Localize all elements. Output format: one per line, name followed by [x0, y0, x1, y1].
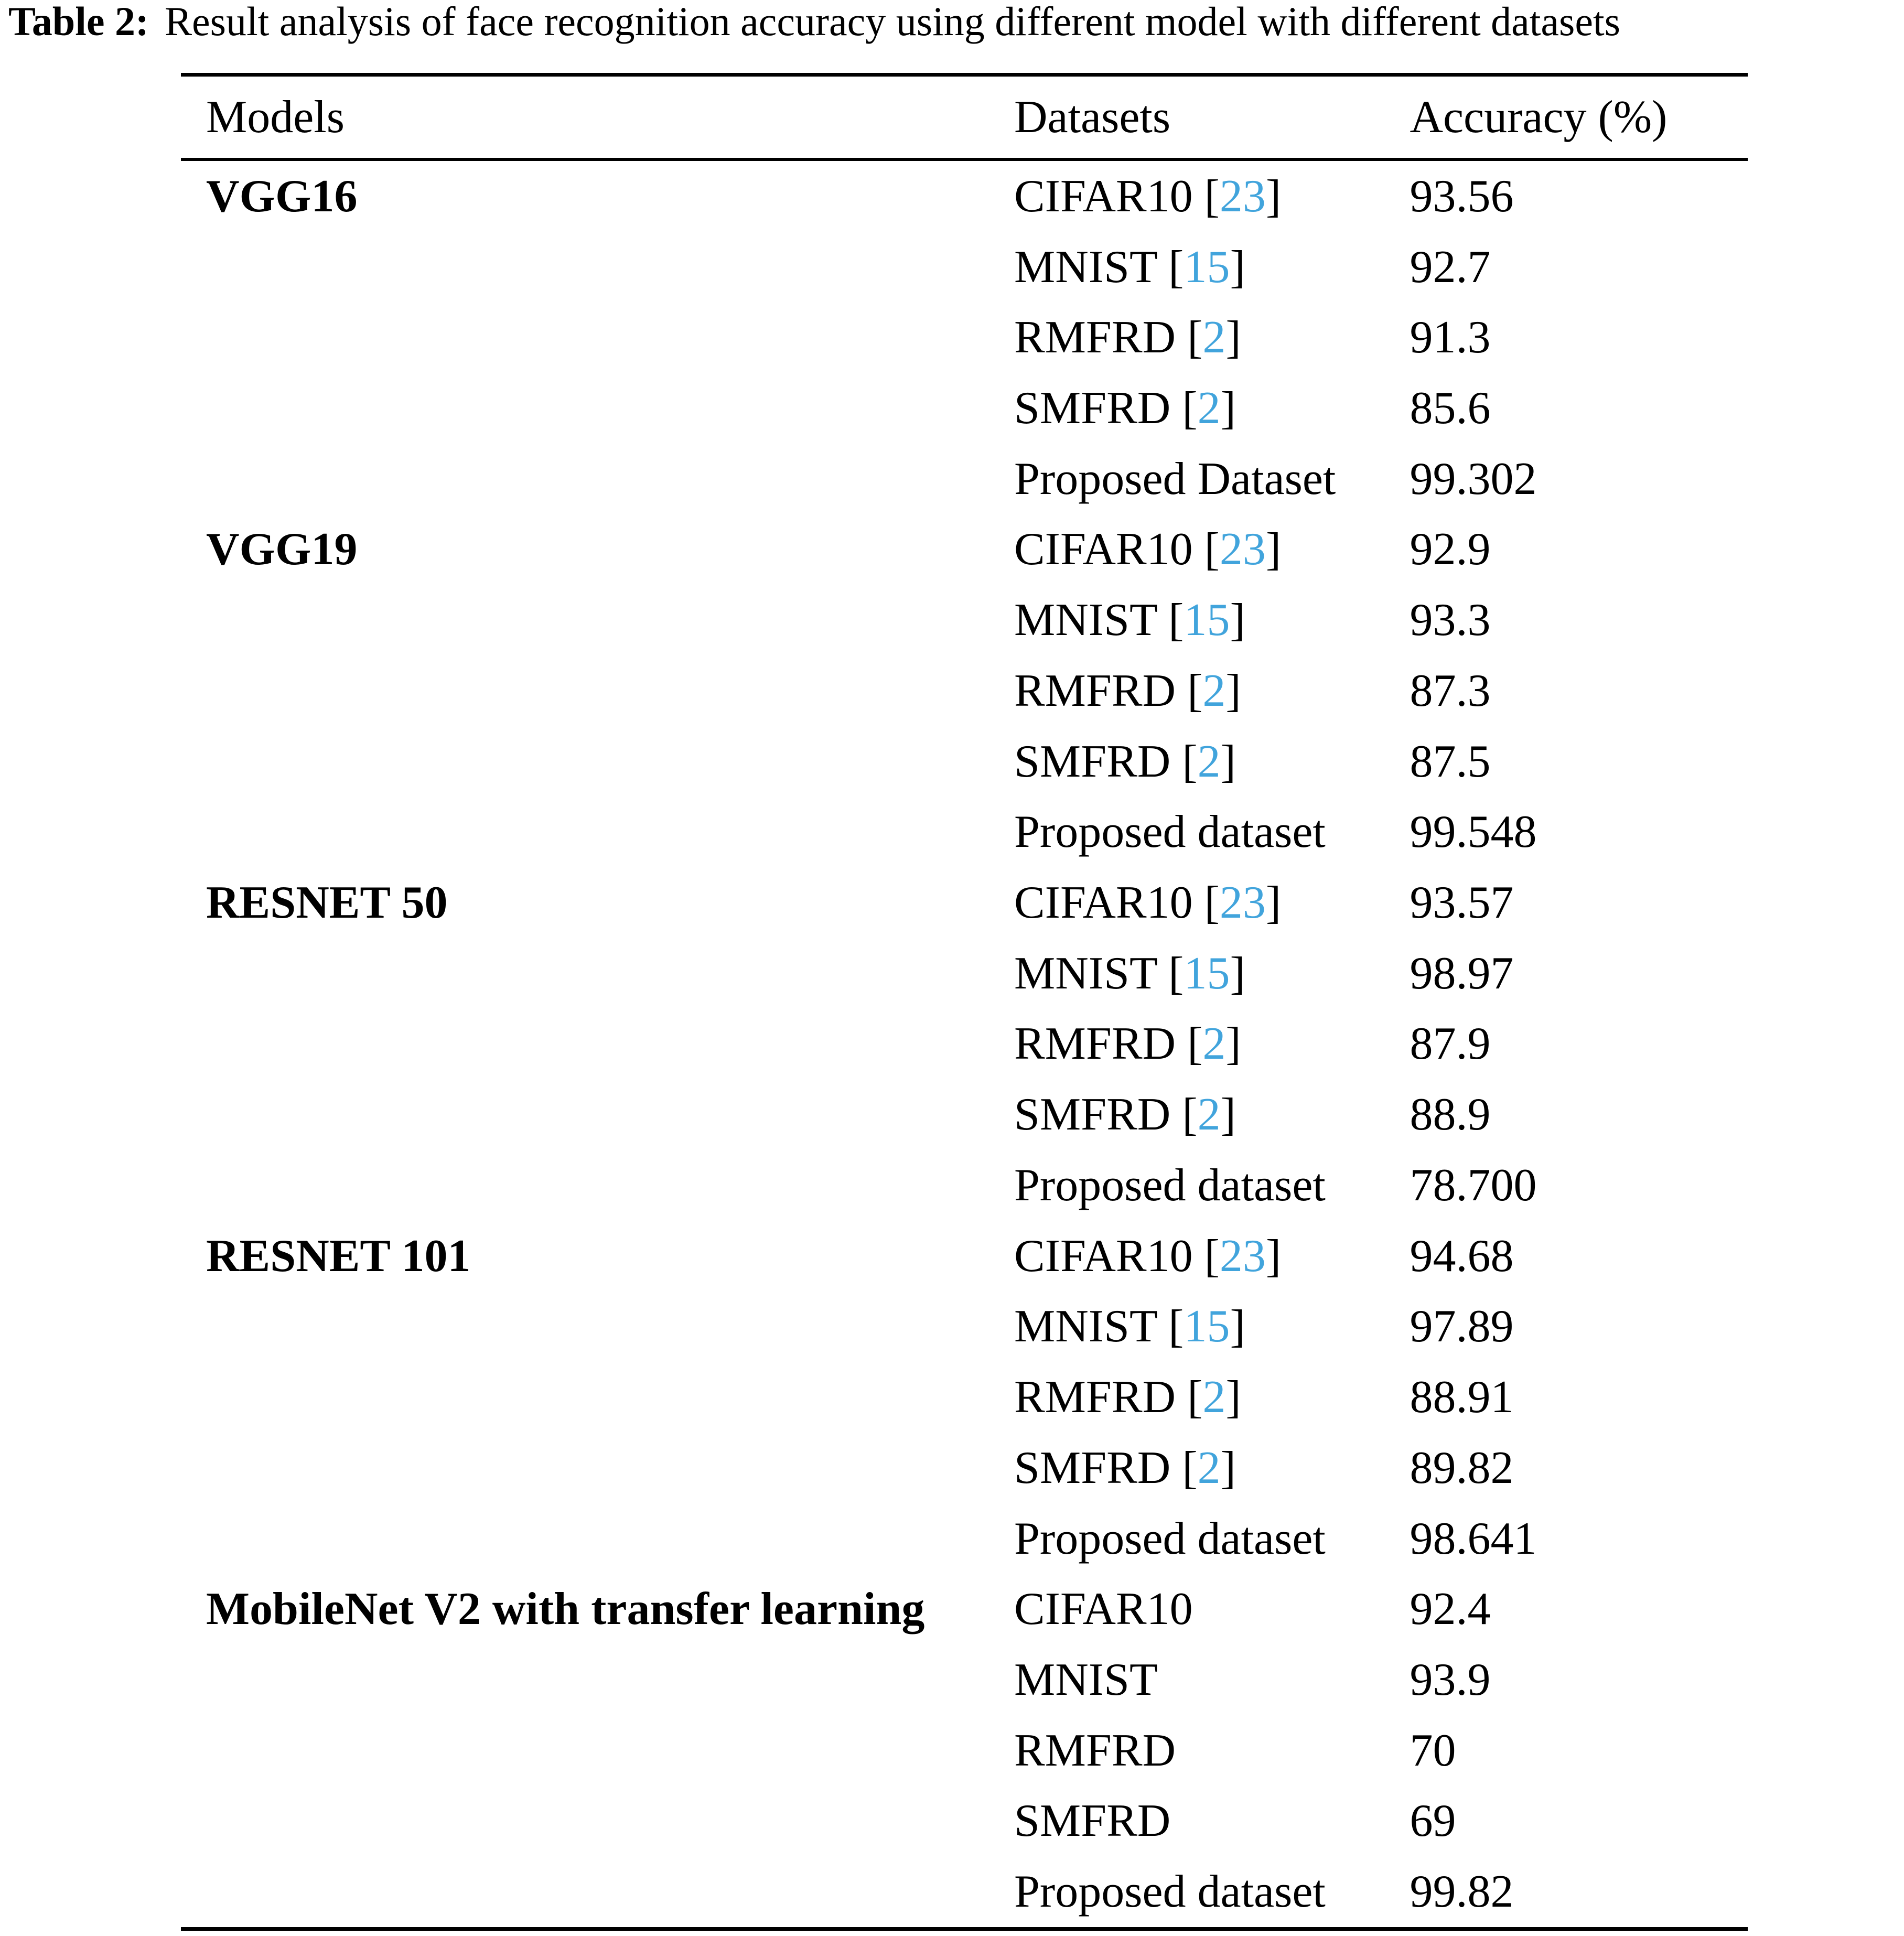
dataset-cell [1014, 1653, 1410, 1706]
dataset-cell [1014, 594, 1410, 647]
table-caption-text: Result analysis of face recognition accuracy using different model with different datasets [165, 0, 1621, 44]
citation-link[interactable]: 23 [1219, 170, 1266, 222]
table-row [181, 797, 1748, 867]
citation-link[interactable]: 23 [1219, 877, 1266, 929]
table-row [181, 1574, 1748, 1644]
accuracy-cell [1410, 1088, 1748, 1141]
accuracy-cell [1410, 1794, 1748, 1847]
dataset-cell [1014, 1088, 1410, 1141]
accuracy-value: 69 [1410, 1795, 1456, 1847]
citation-link[interactable]: 23 [1219, 1230, 1266, 1282]
citation: [2] [1182, 736, 1236, 787]
dataset-name: CIFAR10 [1014, 877, 1193, 929]
results-table [181, 73, 1748, 1931]
accuracy-value: 98.97 [1410, 948, 1514, 999]
accuracy-cell [1410, 1017, 1748, 1070]
dataset-name: MNIST [1014, 948, 1157, 999]
dataset-name: CIFAR10 [1014, 170, 1193, 222]
accuracy-value: 91.3 [1410, 312, 1491, 363]
model-cell [181, 1583, 1014, 1636]
dataset-cell [1014, 523, 1410, 576]
model-cell [181, 170, 1014, 223]
model-name: MobileNet V2 with transfer learning [206, 1584, 925, 1635]
table-caption [8, 0, 1620, 45]
dataset-name: Proposed Dataset [1014, 453, 1336, 504]
table-row [181, 1856, 1748, 1927]
dataset-name: CIFAR10 [1014, 1584, 1193, 1635]
accuracy-cell [1410, 170, 1748, 223]
model-name: RESNET 50 [206, 877, 448, 929]
dataset-name: CIFAR10 [1014, 524, 1193, 575]
accuracy-cell [1410, 453, 1748, 505]
citation-link[interactable]: 2 [1197, 1089, 1221, 1141]
dataset-cell [1014, 1230, 1410, 1283]
accuracy-value: 87.9 [1410, 1018, 1491, 1070]
citation: [2] [1182, 1089, 1236, 1141]
table-row [181, 867, 1748, 938]
citation-link[interactable]: 2 [1202, 312, 1226, 363]
table-row [181, 302, 1748, 373]
dataset-name: MNIST [1014, 241, 1157, 293]
dataset-cell [1014, 241, 1410, 294]
citation: [15] [1168, 241, 1245, 293]
model-name: RESNET 101 [206, 1230, 471, 1282]
citation-link[interactable]: 23 [1219, 524, 1266, 575]
accuracy-value: 92.9 [1410, 524, 1491, 575]
dataset-name: MNIST [1014, 1654, 1158, 1705]
accuracy-cell [1410, 523, 1748, 576]
accuracy-value: 97.89 [1410, 1301, 1514, 1352]
table-row [181, 1009, 1748, 1080]
accuracy-value: 70 [1410, 1725, 1456, 1776]
dataset-cell [1014, 876, 1410, 929]
accuracy-cell [1410, 241, 1748, 294]
table-row [181, 1644, 1748, 1715]
accuracy-value: 94.68 [1410, 1230, 1514, 1282]
accuracy-value: 87.3 [1410, 665, 1491, 716]
accuracy-value: 89.82 [1410, 1442, 1514, 1493]
citation-link[interactable]: 2 [1197, 1442, 1221, 1493]
dataset-cell [1014, 1794, 1410, 1847]
accuracy-cell [1410, 876, 1748, 929]
table-row [181, 373, 1748, 444]
accuracy-value: 99.82 [1410, 1866, 1514, 1918]
accuracy-value: 93.56 [1410, 170, 1514, 222]
dataset-name: CIFAR10 [1014, 1230, 1193, 1282]
table-bottom-rule [181, 1927, 1748, 1931]
dataset-name: SMFRD [1014, 1795, 1171, 1847]
accuracy-cell [1410, 1724, 1748, 1777]
accuracy-value: 99.302 [1410, 453, 1537, 504]
accuracy-value: 85.6 [1410, 383, 1491, 434]
dataset-cell [1014, 1724, 1410, 1777]
table-row [181, 514, 1748, 585]
accuracy-value: 93.9 [1410, 1654, 1491, 1705]
dataset-cell [1014, 453, 1410, 505]
accuracy-cell [1410, 1512, 1748, 1565]
dataset-cell [1014, 170, 1410, 223]
citation-link[interactable]: 15 [1184, 1301, 1230, 1352]
table-row [181, 1503, 1748, 1574]
dataset-cell [1014, 1300, 1410, 1353]
citation-link[interactable]: 15 [1184, 595, 1230, 646]
dataset-name: SMFRD [1014, 736, 1171, 787]
model-cell [181, 876, 1014, 929]
citation: [23] [1204, 1230, 1282, 1282]
citation: [15] [1168, 595, 1245, 646]
accuracy-value: 93.3 [1410, 595, 1491, 646]
citation-link[interactable]: 15 [1184, 948, 1230, 999]
citation-link[interactable]: 2 [1202, 665, 1226, 716]
citation: [2] [1182, 1442, 1236, 1493]
dataset-name: SMFRD [1014, 383, 1171, 434]
accuracy-cell [1410, 805, 1748, 858]
citation-link[interactable]: 2 [1197, 383, 1221, 434]
citation: [2] [1187, 1372, 1241, 1423]
dataset-cell [1014, 311, 1410, 364]
table-row [181, 938, 1748, 1009]
citation-link[interactable]: 15 [1184, 241, 1230, 293]
accuracy-value: 88.9 [1410, 1089, 1491, 1141]
header-datasets: Datasets [1014, 92, 1171, 143]
header-models: Models [206, 92, 345, 143]
dataset-name: MNIST [1014, 1301, 1157, 1352]
accuracy-cell [1410, 947, 1748, 1000]
dataset-cell [1014, 1159, 1410, 1212]
table-row [181, 161, 1748, 232]
accuracy-value: 93.57 [1410, 877, 1514, 929]
accuracy-cell [1410, 311, 1748, 364]
accuracy-value: 99.548 [1410, 806, 1537, 858]
table-row [181, 1786, 1748, 1857]
accuracy-cell [1410, 735, 1748, 788]
dataset-cell [1014, 947, 1410, 1000]
accuracy-cell [1410, 1159, 1748, 1212]
table-row [181, 1715, 1748, 1786]
dataset-name: MNIST [1014, 595, 1157, 646]
citation: [2] [1182, 383, 1236, 434]
accuracy-cell [1410, 1371, 1748, 1424]
model-cell [181, 523, 1014, 576]
citation-link[interactable]: 2 [1202, 1018, 1226, 1070]
dataset-cell [1014, 664, 1410, 717]
dataset-name: Proposed dataset [1014, 806, 1326, 858]
accuracy-value: 92.4 [1410, 1584, 1491, 1635]
dataset-name: RMFRD [1014, 312, 1176, 363]
model-name: VGG16 [206, 170, 358, 222]
dataset-cell [1014, 1442, 1410, 1494]
table-row [181, 1221, 1748, 1292]
citation: [15] [1168, 948, 1245, 999]
model-name: VGG19 [206, 524, 358, 575]
dataset-name: SMFRD [1014, 1442, 1171, 1493]
citation: [2] [1187, 665, 1241, 716]
citation: [2] [1187, 312, 1241, 363]
dataset-cell [1014, 1017, 1410, 1070]
table-row [181, 1079, 1748, 1150]
accuracy-cell [1410, 382, 1748, 435]
table-row [181, 585, 1748, 655]
citation: [23] [1204, 170, 1282, 222]
table-row [181, 726, 1748, 797]
table-row [181, 1150, 1748, 1221]
dataset-cell [1014, 1865, 1410, 1918]
accuracy-cell [1410, 594, 1748, 647]
table-row [181, 444, 1748, 514]
dataset-name: Proposed dataset [1014, 1513, 1326, 1564]
dataset-cell [1014, 1371, 1410, 1424]
table-row [181, 232, 1748, 303]
table-top-rule [181, 73, 1748, 77]
accuracy-value: 87.5 [1410, 736, 1491, 787]
dataset-name: SMFRD [1014, 1089, 1171, 1141]
table-row [181, 1433, 1748, 1503]
accuracy-value: 92.7 [1410, 241, 1491, 293]
accuracy-cell [1410, 1865, 1748, 1918]
accuracy-value: 98.641 [1410, 1513, 1537, 1564]
dataset-name: RMFRD [1014, 1725, 1176, 1776]
accuracy-value: 78.700 [1410, 1159, 1537, 1211]
citation-link[interactable]: 2 [1202, 1372, 1226, 1423]
citation: [15] [1168, 1301, 1245, 1352]
table-row [181, 1292, 1748, 1362]
accuracy-cell [1410, 664, 1748, 717]
citation: [23] [1204, 877, 1282, 929]
table-row [181, 655, 1748, 726]
header-accuracy: Accuracy (%) [1410, 92, 1668, 143]
dataset-cell [1014, 735, 1410, 788]
dataset-name: RMFRD [1014, 1372, 1176, 1423]
accuracy-value: 88.91 [1410, 1372, 1514, 1423]
citation: [23] [1204, 524, 1282, 575]
table-row [181, 1362, 1748, 1433]
accuracy-cell [1410, 1230, 1748, 1283]
dataset-cell [1014, 1583, 1410, 1636]
citation-link[interactable]: 2 [1197, 736, 1221, 787]
accuracy-cell [1410, 1583, 1748, 1636]
accuracy-cell [1410, 1653, 1748, 1706]
accuracy-cell [1410, 1442, 1748, 1494]
dataset-cell [1014, 1512, 1410, 1565]
citation: [2] [1187, 1018, 1241, 1070]
dataset-name: RMFRD [1014, 1018, 1176, 1070]
accuracy-cell [1410, 1300, 1748, 1353]
table-header-row [181, 77, 1748, 158]
dataset-name: Proposed dataset [1014, 1866, 1326, 1918]
table-caption-label: Table 2: [8, 0, 149, 44]
dataset-name: Proposed dataset [1014, 1159, 1326, 1211]
dataset-name: RMFRD [1014, 665, 1176, 716]
model-cell [181, 1230, 1014, 1283]
dataset-cell [1014, 805, 1410, 858]
dataset-cell [1014, 382, 1410, 435]
